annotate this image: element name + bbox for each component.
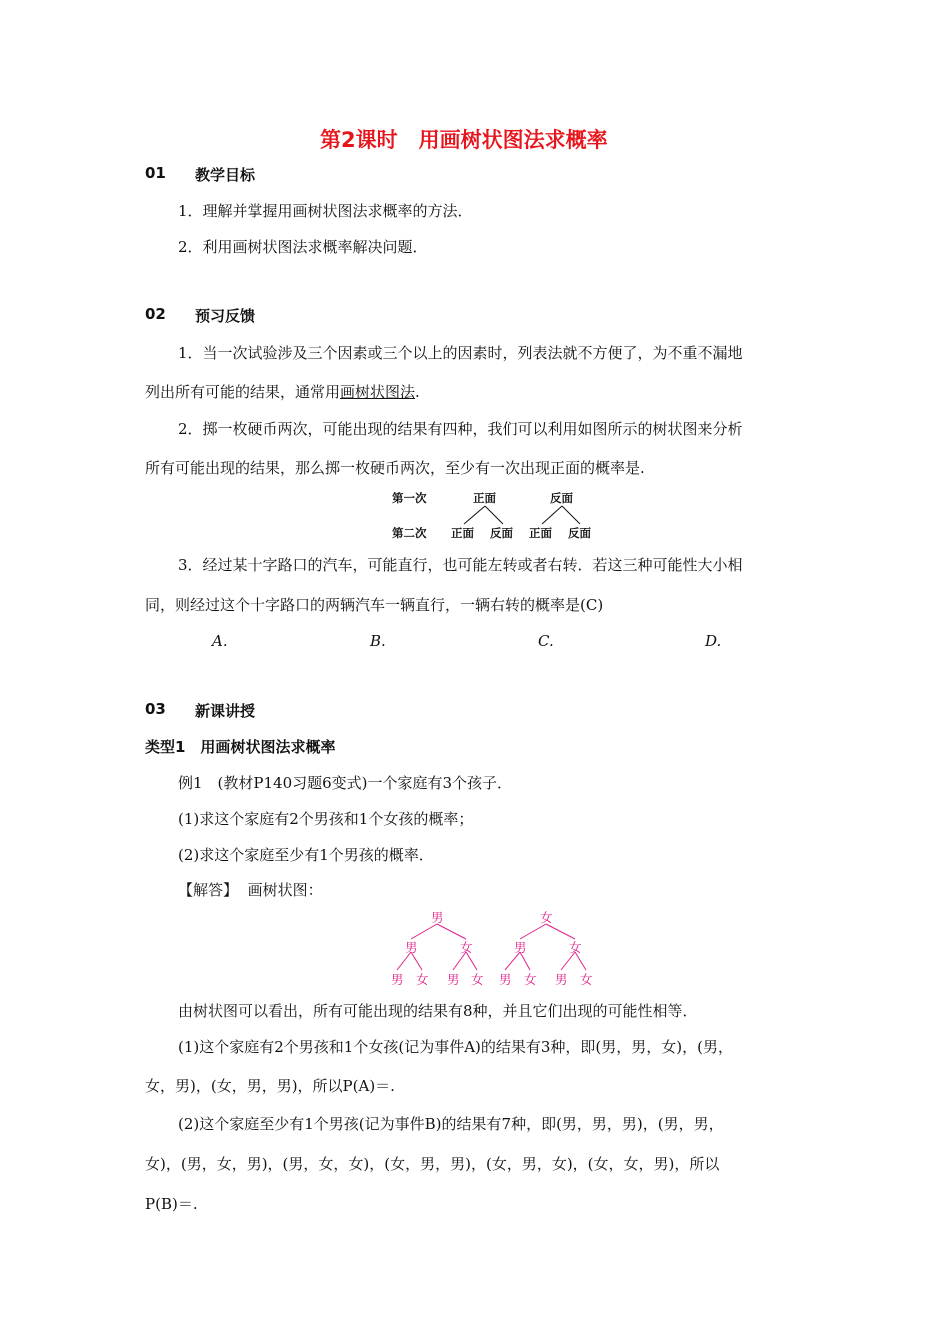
answer-label: 【解答】 (178, 881, 239, 899)
tree-node-level2: 女 (460, 940, 473, 955)
tree-node-level3: 女 (416, 972, 429, 987)
coin-tree-node: 正面 (451, 526, 474, 540)
q1-text-after: . (415, 383, 420, 401)
tree-node-level1: 女 (540, 910, 553, 925)
tree-node-level3: 男 (499, 972, 512, 987)
solution-sentence: 由树状图可以看出，所有可能出现的结果有8种，并且它们出现的可能性相等． (178, 1002, 698, 1020)
section-heading: 预习反馈 (195, 307, 256, 325)
example-line: 例1 (教材P140习题6变式)一个家庭有3个孩子． (178, 774, 513, 792)
option-c: C. (538, 632, 554, 650)
section-number: 01 (145, 164, 166, 182)
q1-answer: 画树状图法 (340, 383, 416, 401)
section-heading: 新课讲授 (195, 702, 256, 720)
page-title: 第2课时 用画树状图法求概率 (320, 128, 608, 152)
coin-tree-row1-label: 第一次 (392, 491, 427, 505)
coin-tree-node: 反面 (568, 526, 591, 540)
tree-node-level1: 男 (431, 910, 444, 925)
solution-part1-line1: (1)这个家庭有2个男孩和1个女孩(记为事件A)的结果有3种，即(男，男，女)，(男， (178, 1038, 733, 1056)
section-heading: 教学目标 (195, 166, 256, 184)
section-number: 02 (145, 305, 166, 323)
tree-node-level3: 女 (471, 972, 484, 987)
solution-part1-line2: 女，男)，(女，男，男)，所以P(A)＝. (145, 1077, 395, 1095)
preview-q3-line2: 同，则经过这个十字路口的两辆汽车一辆直行，一辆右转的概率是(C) (145, 596, 604, 614)
example-question: (1)求这个家庭有2个男孩和1个女孩的概率； (178, 810, 474, 828)
option-d: D. (705, 632, 722, 650)
objective-item: 2．利用画树状图法求概率解决问题． (178, 238, 428, 256)
solution-part2-line3: P(B)＝. (145, 1195, 198, 1213)
preview-q3-line1: 3．经过某十字路口的汽车，可能直行，也可能左转或者右转．若这三种可能性大小相 (178, 556, 743, 574)
coin-tree-node: 反面 (490, 526, 513, 540)
solution-part2-line1: (2)这个家庭至少有1个男孩(记为事件B)的结果有7种，即(男，男，男)，(男，男， (178, 1115, 724, 1133)
preview-q1-line1: 1．当一次试验涉及三个因素或三个以上的因素时，列表法就不方便了，为不重不漏地 (178, 344, 743, 362)
tree-node-level3: 女 (580, 972, 593, 987)
option-a: A. (212, 632, 228, 650)
tree-node-level3: 女 (524, 972, 537, 987)
tree-node-level2: 男 (405, 940, 418, 955)
tree-node-level3: 男 (555, 972, 568, 987)
q1-text-before: 列出所有可能的结果，通常用 (145, 383, 341, 401)
coin-tree-row2-label: 第二次 (392, 526, 427, 540)
tree-node-level2: 男 (514, 940, 527, 955)
coin-tree-node: 反面 (550, 491, 573, 505)
section-number: 03 (145, 700, 166, 718)
tree-node-level2: 女 (569, 940, 582, 955)
tree-node-level3: 男 (447, 972, 460, 987)
example-question: (2)求这个家庭至少有1个男孩的概率． (178, 846, 434, 864)
preview-q2-line2: 所有可能出现的结果，那么掷一枚硬币两次，至少有一次出现正面的概率是. (145, 459, 645, 477)
option-b: B. (370, 632, 386, 650)
coin-tree-node: 正面 (473, 491, 496, 505)
preview-q2-line1: 2．掷一枚硬币两次，可能出现的结果有四种，我们可以利用如图所示的树状图来分析 (178, 420, 743, 438)
coin-tree-node: 正面 (529, 526, 552, 540)
solution-part2-line2: 女)，(男，女，男)，(男，女，女)，(女，男，男)，(女，男，女)，(女，女，男)，所以 (145, 1155, 720, 1173)
type-heading: 类型1 用画树状图法求概率 (145, 738, 336, 756)
tree-node-level3: 男 (391, 972, 404, 987)
answer-intro: 画树状图： (247, 881, 323, 899)
objective-item: 1．理解并掌握用画树状图法求概率的方法． (178, 202, 473, 220)
